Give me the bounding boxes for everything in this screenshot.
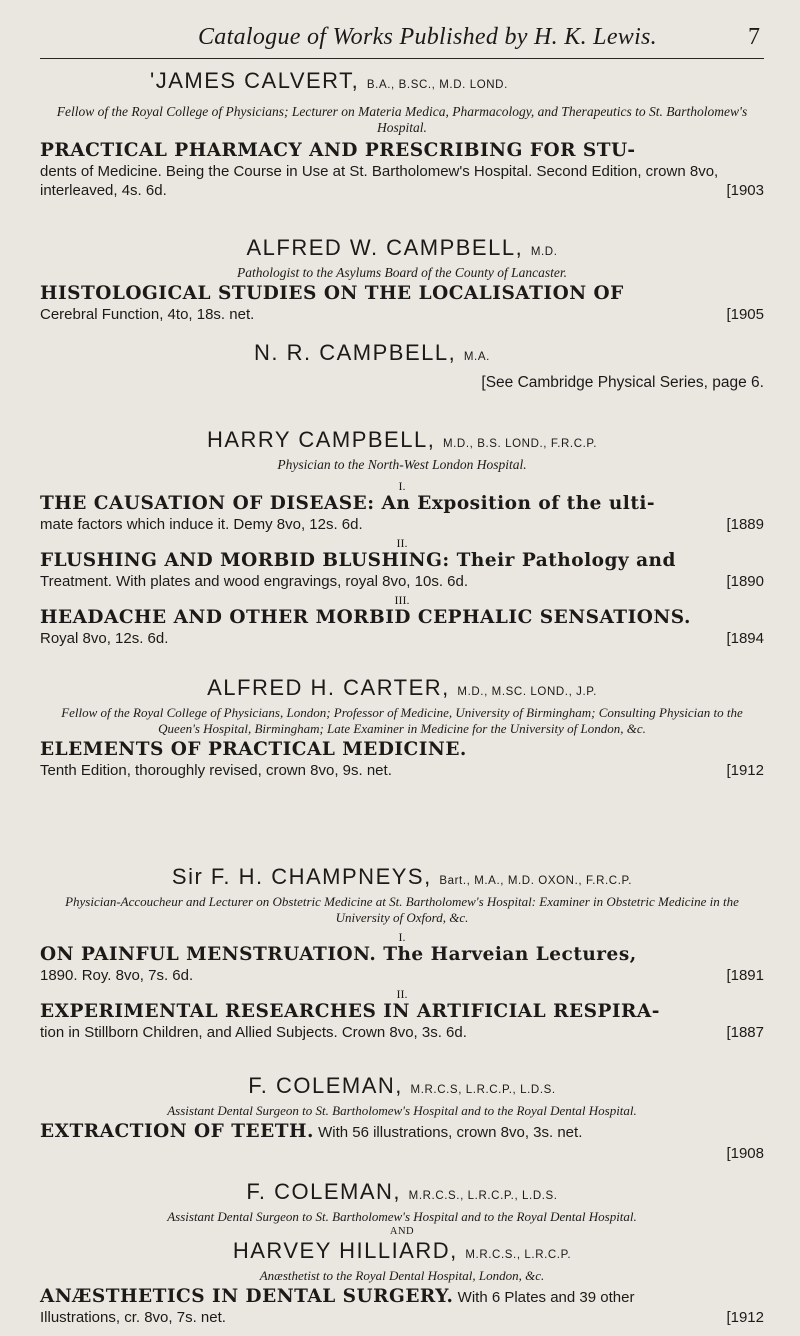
book-title: THE CAUSATION OF DISEASE: An Exposition of the ulti- [40,493,656,514]
work-number: II. [396,536,408,550]
description-text: With 6 Plates and 39 other [457,1289,635,1306]
entry-champneys [40,864,764,1042]
book-title: ON PAINFUL MENSTRUATION. The Harveian Lectures, [40,944,637,965]
publication-year: [1889 [726,516,764,533]
author-affiliation: Physician-Accoucheur and Lecturer on Obstetric Medicine at St. Bartholomew's Hospital: Examiner in Obstetric Medicine in the University of Oxford, &c. [65,894,739,925]
description-text: Cerebral Function, 4to, 18s. net. [40,306,255,323]
work-number: II. [396,987,408,1001]
book-line [40,1121,764,1143]
book-description [40,1308,764,1327]
publication-year: [1903 [726,182,764,199]
conjunction: AND [389,1226,415,1237]
author-name: ALFRED W. CAMPBELL, [246,235,524,260]
page-number: 7 [748,24,760,50]
second-author-affiliation: Anæsthetist to the Royal Dental Hospital, London, &c. [259,1268,545,1283]
entry-alfred-h-carter [40,675,764,780]
author-degrees: M.D., B.S. LOND., F.R.C.P. [442,438,597,450]
book-title: EXPERIMENTAL RESEARCHES IN ARTIFICIAL RESPIRA- [40,1001,660,1022]
description-text-continued: Illustrations, cr. 8vo, 7s. net. [40,1309,226,1326]
author-affiliation: Physician to the North-West London Hospital. [277,457,527,472]
description-text: Royal 8vo, 12s. 6d. [40,630,169,647]
book-title: HEADACHE AND OTHER MORBID CEPHALIC SENSATIONS. [40,607,691,628]
author-line [40,427,764,457]
author-degrees: M.D., M.SC. LOND., J.P. [457,686,597,698]
entry-n-r-campbell [40,340,764,394]
book-description [40,629,764,648]
description-text: mate factors which induce it. Demy 8vo, 12s. 6d. [40,516,363,533]
author-name: F. COLEMAN, [246,1179,402,1204]
author-line [40,340,764,370]
author-line [40,1073,764,1103]
author-name: F. COLEMAN, [248,1073,403,1098]
book-line [40,1286,764,1308]
author-line [40,1179,764,1209]
publication-year: [1912 [726,1309,764,1326]
description-text: Treatment. With plates and wood engravings, royal 8vo, 10s. 6d. [40,573,469,590]
book-title: PRACTICAL PHARMACY AND PRESCRIBING FOR STU- [40,140,636,161]
author-line [40,68,764,98]
entry-f-coleman [40,1073,764,1165]
description-text: tion in Stillborn Children, and Allied Subjects. Crown 8vo, 3s. 6d. [40,1024,467,1041]
book-title: FLUSHING AND MORBID BLUSHING: Their Pathology and [40,550,676,571]
author-degrees: M.R.C.S., L.R.C.P., L.D.S. [408,1190,558,1202]
publication-year: [1912 [726,762,764,779]
author-degrees: M.D. [530,246,558,258]
book-description [40,966,764,985]
entry-coleman-hilliard [40,1179,764,1327]
description-text: Tenth Edition, thoroughly revised, crown 8vo, 9s. net. [40,762,392,779]
author-affiliation: Fellow of the Royal College of Physicians, London; Professor of Medicine, University of Birmingham; Consulting Physician to the Queen's Hospital, Birmingham; Late Examiner in Medicine for the University of London, &c. [61,705,743,736]
author-degrees: Bart., M.A., M.D. OXON., F.R.C.P. [439,875,633,887]
running-head-title: Catalogue of Works Published by H. K. Lewis. [198,24,657,50]
author-line [40,864,764,894]
entry-calvert [40,68,764,200]
description-text: 1890. Roy. 8vo, 7s. 6d. [40,967,194,984]
author-name: 'JAMES CALVERT, [150,68,360,93]
entry-harry-campbell [40,427,764,648]
publication-year: [1905 [726,306,764,323]
author-name: ALFRED H. CARTER, [207,675,450,700]
author-affiliation: Fellow of the Royal College of Physicians; Lecturer on Materia Medica, Pharmacology, and Therapeutics to St. Bartholomew's Hospital. [56,104,748,135]
book-title: HISTOLOGICAL STUDIES ON THE LOCALISATION OF [40,283,624,304]
author-affiliation: Assistant Dental Surgeon to St. Bartholomew's Hospital and to the Royal Dental Hospital. [167,1103,637,1118]
author-name: HARRY CAMPBELL, [206,427,436,452]
cross-reference: [See Cambridge Physical Series, page 6. [481,374,764,391]
publication-year: [1908 [726,1145,764,1162]
description-text: With 56 illustrations, crown 8vo, 3s. net. [318,1124,583,1141]
author-degrees: M.R.C.S, L.R.C.P., L.D.S. [410,1084,556,1096]
work-number: III. [394,593,410,607]
publication-year: [1890 [726,573,764,590]
second-author-line [40,1238,764,1268]
entry-alfred-w-campbell [40,235,764,324]
author-degrees: M.A. [463,351,490,363]
author-name: HARVEY HILLIARD, [232,1238,458,1263]
book-title: ANÆSTHETICS IN DENTAL SURGERY. [40,1286,454,1307]
header-rule [40,58,764,59]
author-affiliation: Pathologist to the Asylums Board of the County of Lancaster. [237,265,567,280]
publication-year: [1891 [726,967,764,984]
book-description [40,761,764,780]
book-description [40,162,764,200]
author-line [40,675,764,705]
work-number: I. [398,930,406,944]
book-title: ELEMENTS OF PRACTICAL MEDICINE. [40,739,467,760]
author-degrees: M.R.C.S., L.R.C.P. [465,1249,572,1261]
book-description [40,515,764,534]
book-description [40,1023,764,1042]
work-number: I. [398,479,406,493]
author-name: N. R. CAMPBELL, [254,340,457,365]
author-degrees: B.A., B.SC., M.D. LOND. [366,79,508,91]
book-description [40,572,764,591]
publication-year: [1887 [726,1024,764,1041]
author-line [40,235,764,265]
author-affiliation: Assistant Dental Surgeon to St. Bartholomew's Hospital and to the Royal Dental Hospital. [167,1209,637,1224]
description-text: dents of Medicine. Being the Course in Use at St. Bartholomew's Hospital. Second Edition, crown 8vo, interleaved, 4s. 6d. [40,163,719,199]
publication-year: [1894 [726,630,764,647]
book-description [40,305,764,324]
author-name: Sir F. H. CHAMPNEYS, [171,864,432,889]
book-title: EXTRACTION OF TEETH. [40,1121,314,1142]
